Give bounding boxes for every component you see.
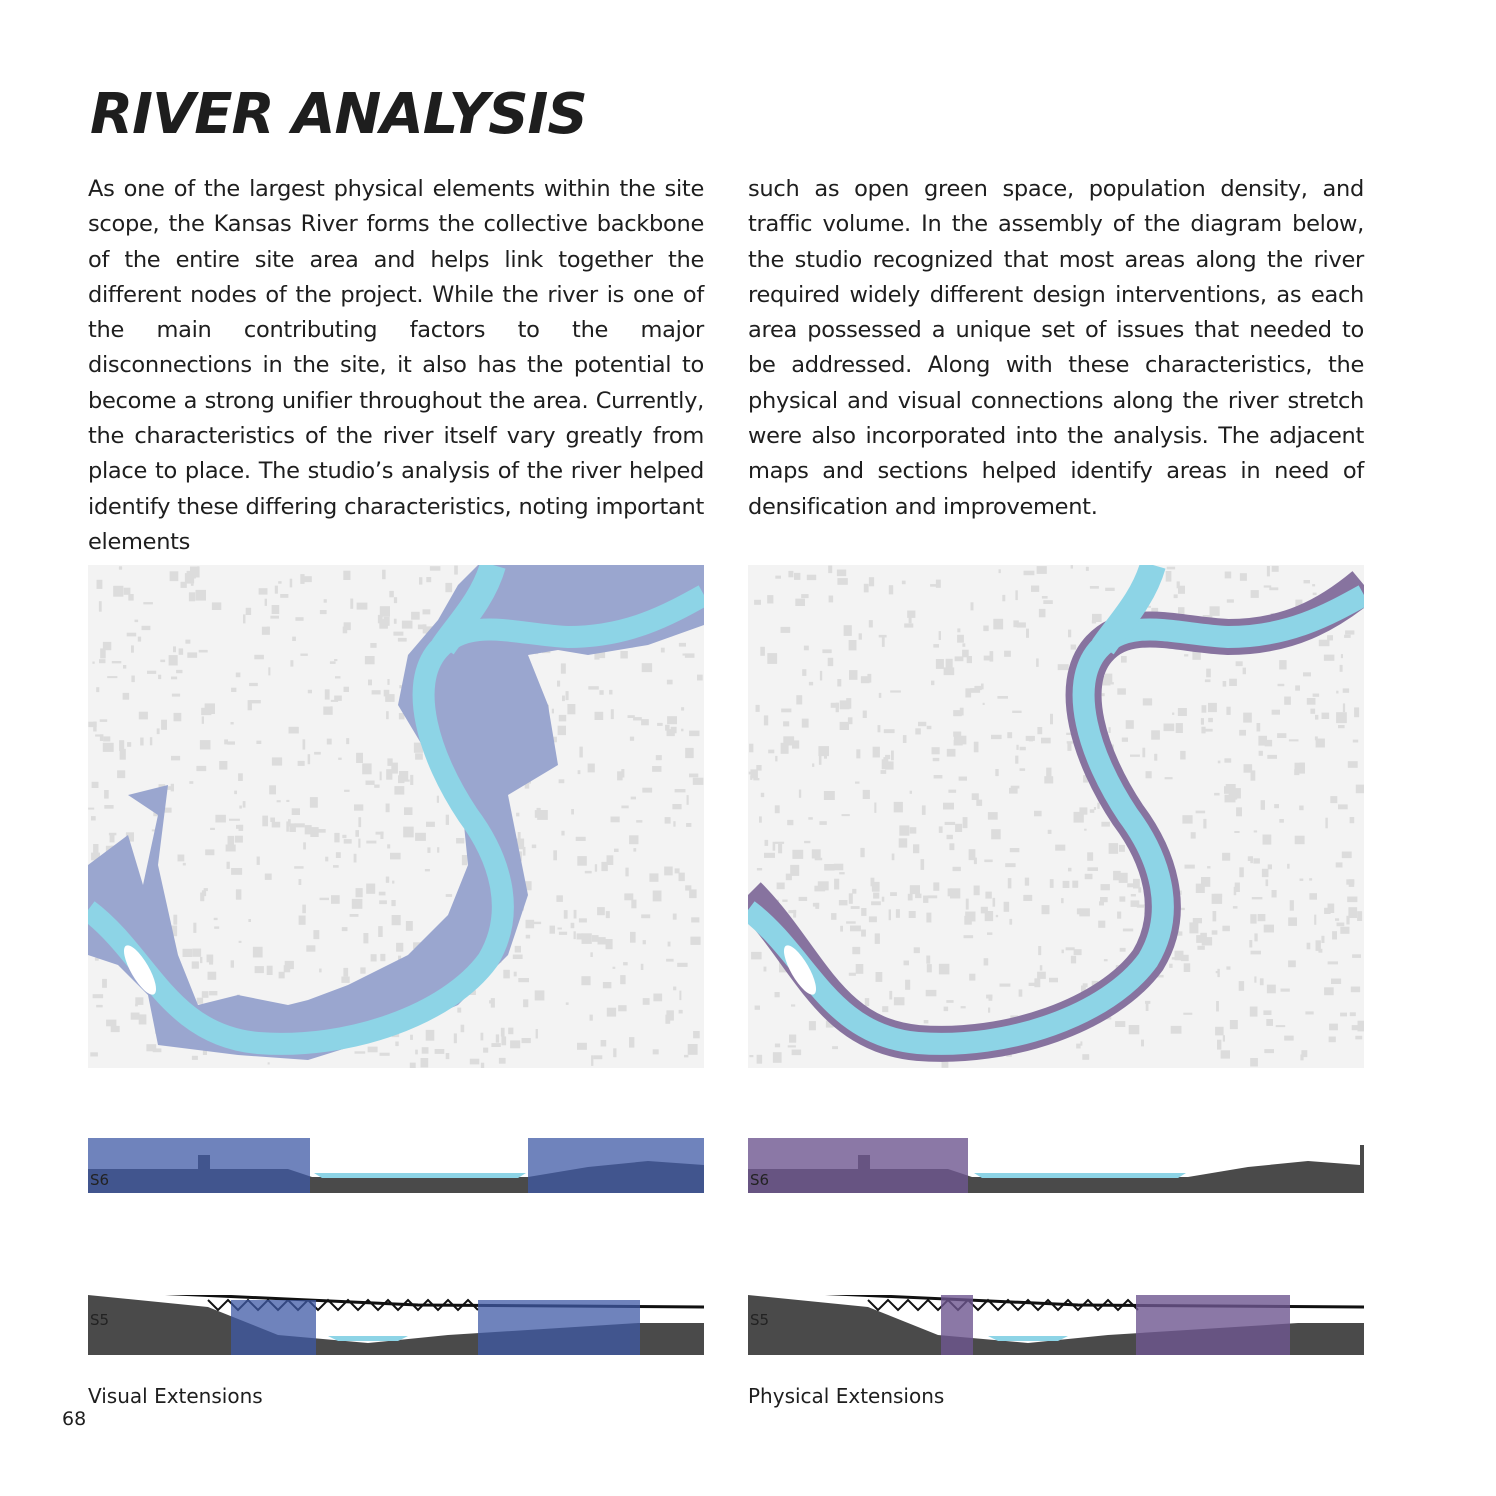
caption-physical-extensions: Physical Extensions: [748, 1384, 945, 1408]
section-label: S5: [750, 1311, 770, 1329]
section-label: S6: [90, 1171, 110, 1189]
section-label: S5: [90, 1311, 110, 1329]
section-s6-visual: [88, 1137, 704, 1197]
caption-visual-extensions: Visual Extensions: [88, 1384, 263, 1408]
visual-extensions-map: [88, 565, 704, 1068]
physical-extensions-map: [748, 565, 1364, 1068]
section-s5-physical: [748, 1295, 1364, 1355]
section-label: S6: [750, 1171, 770, 1189]
section-s6-physical: [748, 1137, 1364, 1197]
body-text-right: such as open green space, population density, and traffic volume. In the assembly of the diagram below, the studio recognized that most areas along the river required widely different design interventions, as each area possessed a unique set of issues that needed to be addressed. Along with these characteristics, the physical and visual connections along the river stretch were also incorporated into the analysis. The adjacent maps and sections helped identify areas in need of densification and improvement.: [748, 176, 1364, 520]
body-text-left: As one of the largest physical elements within the site scope, the Kansas River forms the collective backbone of the entire site area and helps link together the different nodes of the project. While the river is one of the main contributing factors to the major disconnections in the site, it also has the potential to become a strong unifier throughout the area. Currently, the characteristics of the river itself vary greatly from place to place. The studio’s analysis of the river helped identify these differing characteristics, noting important elements: [88, 176, 704, 555]
section-s5-visual: [88, 1295, 704, 1355]
page-title: RIVER ANALYSIS: [90, 82, 587, 147]
page-number: 68: [62, 1408, 87, 1430]
